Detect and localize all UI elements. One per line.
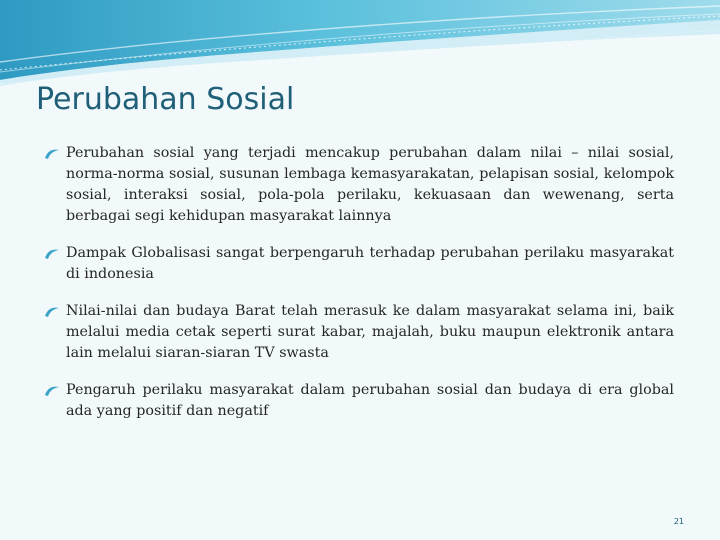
bullet-item: [44, 380, 674, 422]
bullet-item: [44, 301, 674, 364]
bullet-text: Pengaruh perilaku masyarakat dalam perubahan sosial dan budaya di era global ada yang positif dan negatif: [66, 382, 674, 419]
swoosh-bullet-icon: [44, 306, 60, 318]
bullet-text: Nilai-nilai dan budaya Barat telah merasuk ke dalam masyarakat selama ini, baik melalui media cetak seperti surat kabar, majalah, buku maupun elektronik antara lain melalui siaran-siaran TV swasta: [66, 303, 674, 361]
page-number: 21: [673, 517, 684, 526]
swoosh-bullet-icon: [44, 148, 60, 160]
bullet-text: Perubahan sosial yang terjadi mencakup perubahan dalam nilai – nilai sosial, norma-norma sosial, susunan lembaga kemasyarakatan, pelapisan sosial, kelompok sosial, interaksi sosial, pola-pola perilaku, kekuasaan dan wewenang, serta berbagai segi kehidupan masyarakat lainnya: [66, 145, 674, 224]
bullet-item: [44, 243, 674, 285]
swoosh-bullet-icon: [44, 248, 60, 260]
bullet-text: Dampak Globalisasi sangat berpengaruh terhadap perubahan perilaku masyarakat di indonesia: [66, 245, 674, 282]
slide-title: Perubahan Sosial: [36, 82, 295, 117]
bullet-item: [44, 143, 674, 227]
swoosh-bullet-icon: [44, 385, 60, 397]
header-decoration: [0, 0, 720, 90]
bullet-list: [44, 143, 674, 438]
